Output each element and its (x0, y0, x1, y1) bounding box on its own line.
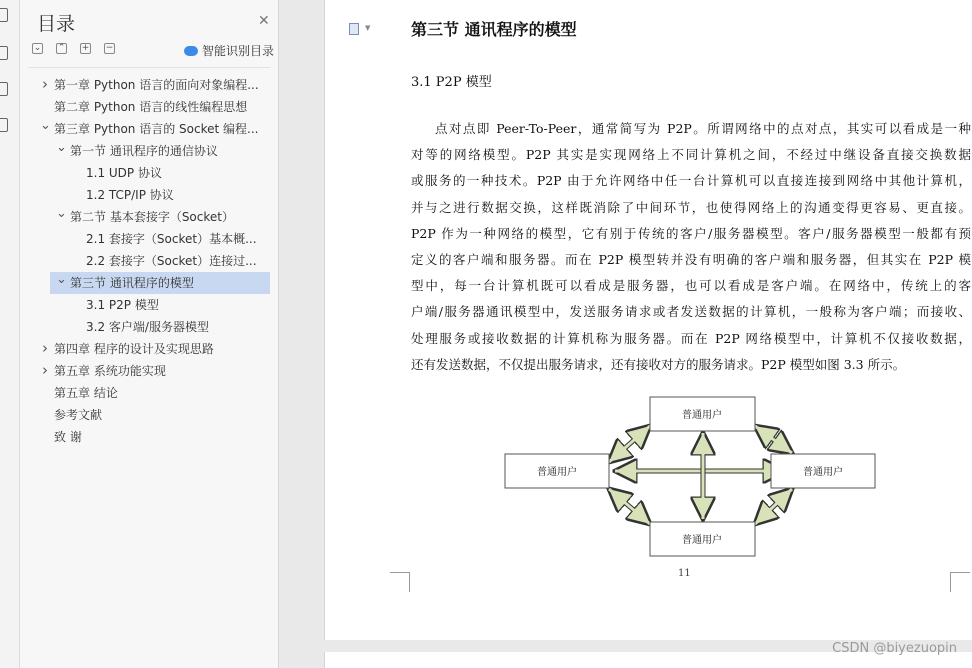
document-icon[interactable] (349, 23, 359, 35)
toc-item-label: 第五章 结论 (54, 386, 118, 400)
margin-corner-left (390, 572, 410, 592)
toc-title: 目录 (37, 13, 76, 35)
toc-item[interactable] (50, 294, 270, 316)
chevron-right-icon[interactable]: › (42, 75, 48, 93)
node-top (650, 397, 755, 431)
ai-cloud-icon (184, 46, 198, 56)
toc-item-label: 3.1 P2P 模型 (86, 298, 159, 312)
toc-item-label: 第二章 Python 语言的线性编程思想 (54, 100, 248, 114)
toc-item[interactable] (50, 404, 270, 426)
toc-item[interactable] (50, 382, 270, 404)
toc-item[interactable] (42, 338, 270, 360)
node-bottom (650, 522, 755, 556)
toc-divider (28, 67, 270, 68)
document-page (324, 0, 972, 640)
chevron-down-icon[interactable]: ▼ (365, 24, 371, 32)
toc-item-label: 参考文献 (54, 408, 103, 422)
connector-arrows (609, 426, 792, 524)
watermark: CSDN @biyezuopin (832, 641, 957, 656)
chevron-down-icon[interactable]: ⌄ (56, 140, 67, 155)
toc-item-label: 第三节 通讯程序的模型 (70, 276, 194, 290)
add-heading-icon[interactable]: + (81, 43, 90, 53)
page-number: 11 (678, 568, 691, 579)
left-tool-rail (0, 0, 20, 668)
toc-item[interactable] (50, 184, 270, 206)
node-top-label: 普通用户 (682, 410, 722, 421)
toc-item-label: 第一章 Python 语言的面向对象编程... (54, 78, 259, 92)
body-line: 或服务的一种技术。P2P 由于允许网络中任一台计算机可以直接连接到网络中其他计算机， (411, 173, 971, 189)
body-line: 户端/服务器通讯模型中，发送服务请求或者发送数据的计算机，一般称为客户端；而接收、 (411, 304, 971, 320)
body-line: 还有发送数据，不仅提出服务请求，还有接收对方的服务请求。P2P 模型如图 3.3 所示。 (411, 356, 906, 372)
toc-item-label: 2.2 套接字（Socket）连接过... (86, 254, 257, 268)
toc-item[interactable] (40, 118, 270, 140)
bookmark-icon[interactable] (0, 46, 8, 60)
toc-panel-icon[interactable] (0, 8, 8, 22)
toc-item[interactable] (50, 250, 270, 272)
chevron-right-icon[interactable]: › (42, 339, 48, 357)
chevron-down-icon[interactable]: ⌄ (56, 206, 67, 221)
body-line: 处理服务或接收数据的计算机称为服务器。而在 P2P 网络模型中，计算机不仅接收数据， (411, 330, 971, 346)
toc-item[interactable] (50, 140, 270, 162)
chevron-down-icon[interactable]: ⌄ (40, 118, 51, 133)
body-line: 定义的客户端和服务器。而在 P2P 模型转并没有明确的客户端和服务器，但其实在 P2P 模 (411, 252, 971, 267)
document-area (279, 0, 971, 668)
toc-item[interactable] (50, 162, 270, 184)
body-line: 点对点即 Peer-To-Peer，通常简写为 P2P。所谓网络中的点对点，其实可以看成是一种 (435, 121, 971, 136)
toc-item-label: 第四章 程序的设计及实现思路 (54, 342, 214, 356)
toc-item-label: 第二节 基本套接字（Socket） (70, 210, 234, 224)
smart-toc-button[interactable] (184, 42, 274, 59)
collapse-all-icon[interactable]: ⌄ (33, 43, 42, 53)
node-bottom-label: 普通用户 (682, 535, 722, 546)
body-line: 并与之进行数据交换，这样既消除了中间环节，也使得网络上的沟通变得更容易、更直接。 (411, 199, 971, 215)
toc-item-label: 第五章 系统功能实现 (54, 364, 166, 378)
margin-corner-right (950, 572, 970, 592)
toc-panel (20, 0, 279, 668)
smart-toc-label: 智能识别目录 (202, 44, 275, 58)
thumbnail-icon[interactable] (0, 82, 8, 96)
p2p-diagram (505, 397, 875, 559)
body-line: 型中，每一台计算机既可以看成是服务器，也可以看成是客户端。在网络中，传统上的客 (411, 278, 971, 294)
node-left-label: 普通用户 (537, 467, 577, 478)
toc-item-label: 第三章 Python 语言的 Socket 编程... (54, 122, 259, 136)
close-icon[interactable]: ✕ (258, 13, 270, 29)
chevron-down-icon[interactable]: ⌄ (56, 272, 67, 287)
sub-heading: 3.1 P2P 模型 (411, 75, 492, 90)
section-heading: 第三节 通讯程序的模型 (411, 20, 577, 39)
node-right-label: 普通用户 (803, 467, 843, 478)
toc-item[interactable] (42, 74, 270, 96)
body-line: P2P 作为一种网络的模型，它有别于传统的客户/服务器模型。客户/服务器模型一般都有预 (411, 225, 971, 241)
toc-item[interactable] (50, 96, 270, 118)
toc-item-label: 1.1 UDP 协议 (86, 166, 162, 180)
toc-item[interactable] (50, 316, 270, 338)
toc-item[interactable] (50, 426, 270, 448)
chevron-right-icon[interactable]: › (42, 361, 48, 379)
remove-heading-icon[interactable]: − (105, 43, 114, 53)
node-right (771, 454, 875, 488)
toc-item[interactable] (50, 206, 270, 228)
toc-item-label: 3.2 客户端/服务器模型 (86, 320, 209, 334)
search-icon[interactable] (0, 118, 8, 132)
toc-item[interactable] (42, 360, 270, 382)
toc-item-label: 第一节 通讯程序的通信协议 (70, 144, 218, 158)
toc-item-label: 2.1 套接字（Socket）基本概... (86, 232, 257, 246)
body-line: 对等的网络模型。P2P 其实是实现网络上不同计算机之间，不经过中继设备直接交换数据 (411, 147, 971, 163)
toc-item-label: 致 谢 (54, 430, 82, 444)
toc-item-label: 1.2 TCP/IP 协议 (86, 188, 174, 202)
node-left (505, 454, 609, 488)
toc-item[interactable] (50, 272, 270, 294)
toc-item[interactable] (50, 228, 270, 250)
expand-level-icon[interactable]: ⌃ (57, 43, 66, 53)
